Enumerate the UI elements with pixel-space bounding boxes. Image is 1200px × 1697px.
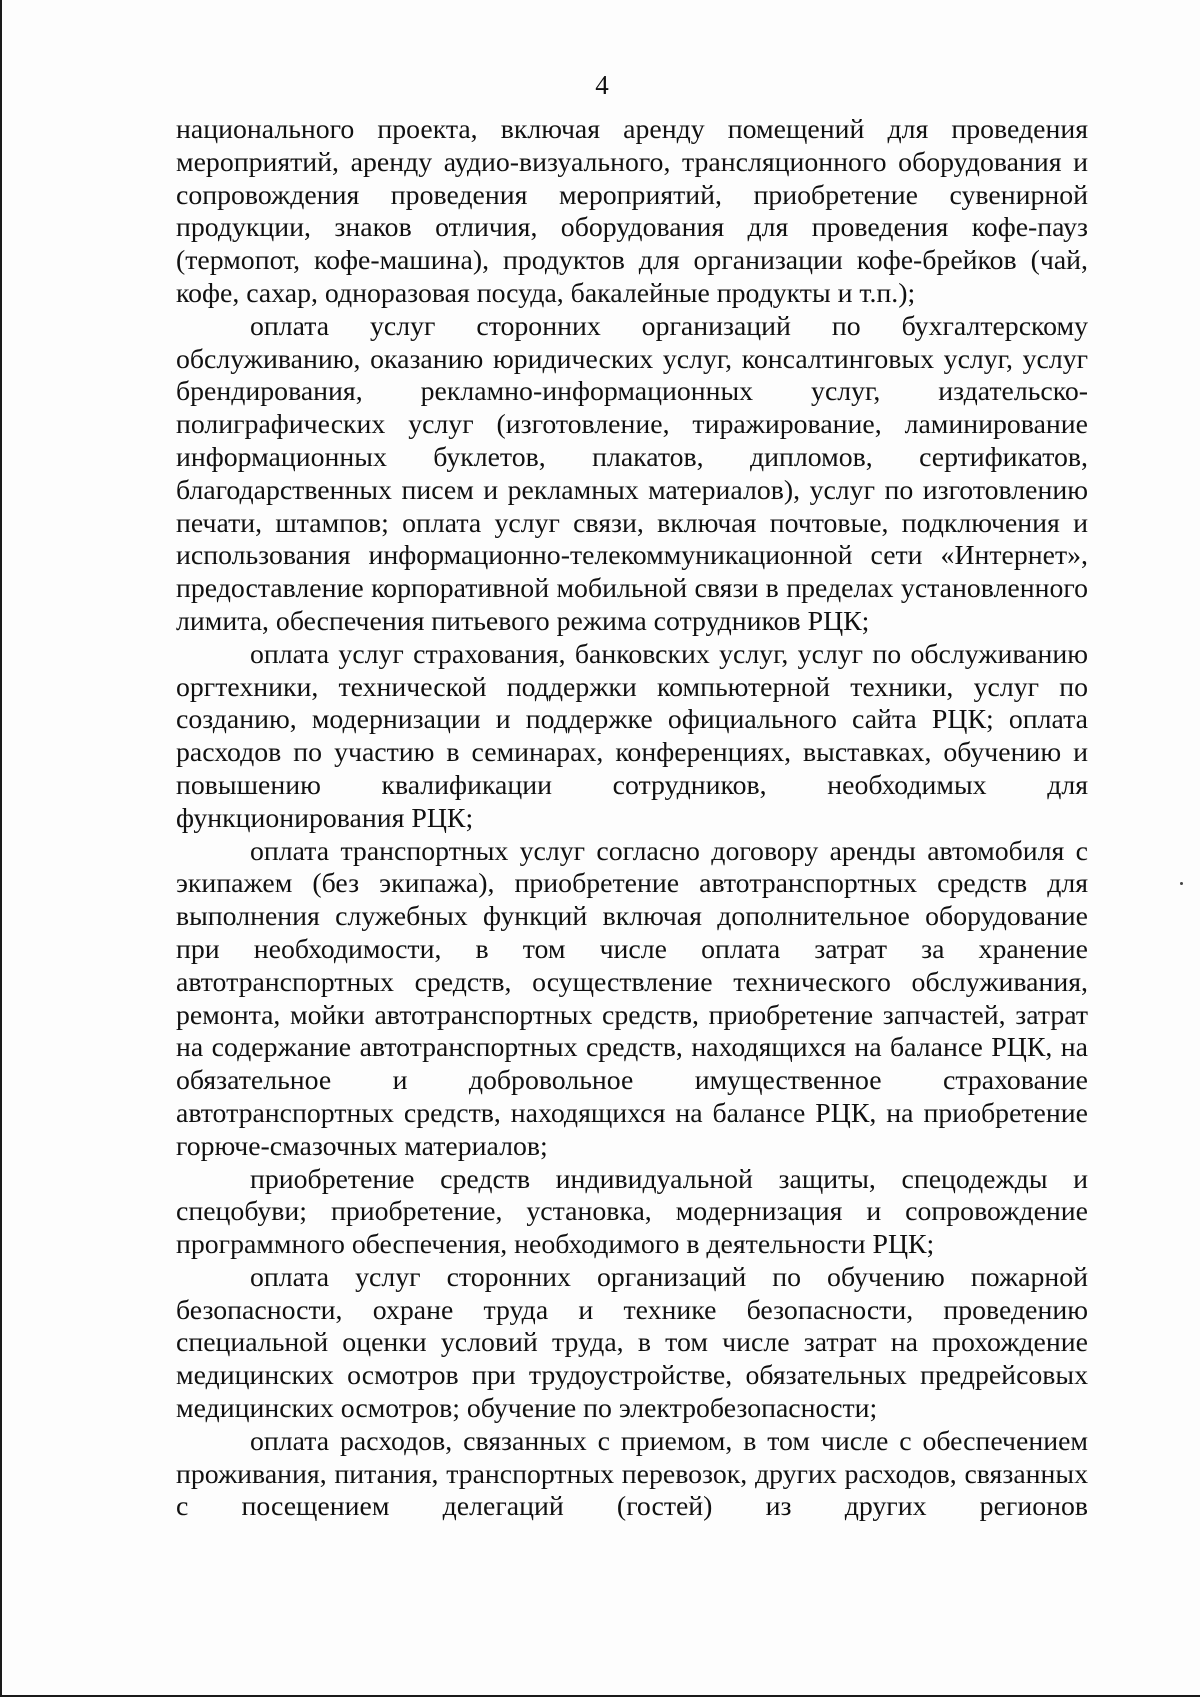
paragraph-safety-training: оплата услуг сторонних организаций по обучению пожарной безопасности, охране труда и технике безопасности, проведению специальной оценки условий труда, в том числе затрат на прохождение медицинских осмотров при трудоустройстве, обязательных предрейсовых медицинских осмотров; обучение по электробезопасности;	[176, 1261, 1088, 1425]
page-number: 4	[595, 70, 609, 100]
paragraph-outsourced-services: оплата услуг сторонних организаций по бухгалтерскому обслуживанию, оказанию юридических услуг, консалтинговых услуг, услуг брендирования, рекламно-информационных услуг, издательско-полиграфических услуг (изготовление, тиражирование, ламинирование информационных буклетов, плакатов, дипломов, сертификатов, благодарственных писем и рекламных материалов), услуг по изготовлению печати, штампов; оплата услуг связи, включая почтовые, подключения и использования информационно-телекоммуникационной сети «Интернет», предоставление корпоративной мобильной связи в пределах установленного лимита, обеспечения питьевого режима сотрудников РЦК;	[176, 310, 1088, 637]
paragraph-protective-equipment: приобретение средств индивидуальной защиты, спецодежды и спецобуви; приобретение, установка, модернизация и сопровождение программного обеспечения, необходимого в деятельности РЦК;	[176, 1163, 1088, 1261]
paragraph-transport-services: оплата транспортных услуг согласно договору аренды автомобиля с экипажем (без экипажа), приобретение автотранспортных средств для выполнения служебных функций включая дополнительное оборудование при необходимости, в том числе оплата затрат за хранение автотранспортных средств, осуществление технического обслуживания, ремонта, мойки автотранспортных средств, приобретение запчастей, затрат на содержание автотранспортных средств, находящихся на балансе РЦК, на обязательное и добровольное имущественное страхование автотранспортных средств, находящихся на балансе РЦК, на приобретение горюче-смазочных материалов;	[176, 835, 1088, 1162]
paragraph-delegation-reception: оплата расходов, связанных с приемом, в том числе с обеспечением проживания, питания, транспортных перевозок, других расходов, связанных с посещением делегаций (гостей) из других регионов	[176, 1425, 1088, 1523]
document-body	[176, 114, 1088, 1524]
paragraph-insurance-banking: оплата услуг страхования, банковских услуг, услуг по обслуживанию оргтехники, технической поддержки компьютерной техники, услуг по созданию, модернизации и поддержке официального сайта РЦК; оплата расходов по участию в семинарах, конференциях, выставках, обучению и повышению квалификации сотрудников, необходимых для функционирования РЦК;	[176, 638, 1088, 834]
paragraph-continuation: национального проекта, включая аренду помещений для проведения мероприятий, аренду аудио-визуального, трансляционного оборудования и сопровождения проведения мероприятий, приобретение сувенирной продукции, знаков отличия, оборудования для проведения кофе-пауз (термопот, кофе-машина), продуктов для организации кофе-брейков (чай, кофе, сахар, одноразовая посуда, бакалейные продукты и т.п.);	[176, 114, 1088, 309]
scan-speck	[1180, 882, 1183, 885]
